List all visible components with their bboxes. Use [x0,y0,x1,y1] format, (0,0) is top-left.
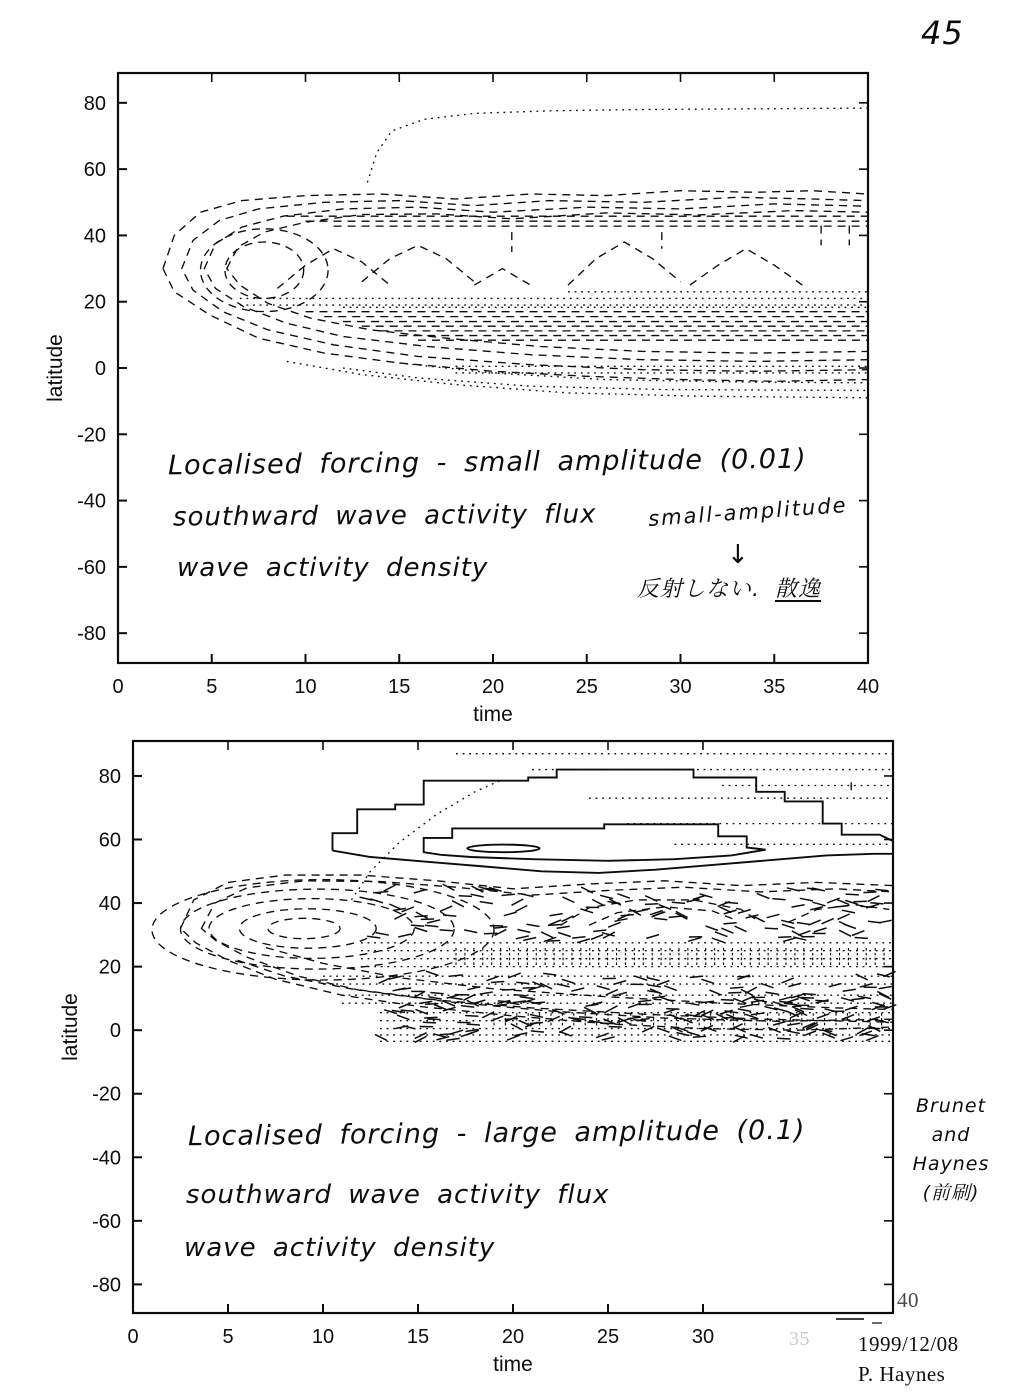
svg-text:-40: -40 [77,490,106,513]
bottom-plot [59,741,896,1376]
bottom-axes [133,741,893,1313]
bottom-x-axis-label: time [493,1353,533,1376]
svg-text:30: 30 [669,676,692,698]
top-y-axis-label: latitude [44,334,67,402]
svg-text:-80: -80 [92,1274,121,1297]
bottom-annotation-line3: wave activity density [184,1233,496,1263]
svg-text:-60: -60 [77,556,106,579]
svg-text:20: 20 [83,291,106,314]
svg-text:80: 80 [83,92,106,115]
bottom-annotation-line2: southward wave activity flux [186,1180,610,1210]
margin-note-line: and [931,1124,971,1146]
svg-text:0: 0 [109,1020,121,1043]
svg-text:40: 40 [83,225,106,248]
top-plot [44,73,879,726]
svg-text:20: 20 [98,956,121,979]
svg-text:60: 60 [98,829,121,852]
top-side-note: small-amplitude [647,493,849,531]
ghost-tick-label-35: 35 [789,1328,810,1350]
svg-text:0: 0 [112,676,124,698]
scan-artifact-dash [872,1322,882,1324]
svg-text:35: 35 [763,676,786,698]
svg-text:-60: -60 [92,1210,121,1233]
margin-note-line: (前刷) [922,1182,980,1204]
japanese-note-part2: 散逸 [775,577,822,602]
top-annotation-line1: Localised forcing - small amplitude (0.01) [167,443,807,482]
svg-text:40: 40 [98,893,121,916]
scan-artifact-dash [836,1318,864,1320]
svg-text:60: 60 [83,159,106,182]
ghost-tick-label-40: 40 [897,1288,919,1312]
svg-text:40: 40 [856,676,880,698]
svg-text:0: 0 [94,358,106,380]
svg-text:-20: -20 [77,424,106,447]
svg-text:80: 80 [98,765,121,788]
footer-date: 1999/12/08 [858,1332,959,1356]
margin-note-line: Haynes [912,1153,990,1175]
svg-text:10: 10 [294,676,317,698]
bottom-y-axis-label: latitude [59,993,82,1061]
footer-author: P. Haynes [858,1362,946,1386]
top-annotation-line2: southward wave activity flux [172,499,597,533]
svg-text:25: 25 [596,1326,620,1348]
svg-text:15: 15 [388,676,411,698]
bottom-annotation-line1: Localised forcing - large amplitude (0.1) [187,1114,806,1153]
svg-text:25: 25 [575,676,598,698]
svg-text:5: 5 [222,1326,234,1348]
top-x-axis-label: time [473,703,513,726]
page-number: 45 [921,14,964,52]
margin-note-line: Brunet [915,1095,987,1117]
svg-text:15: 15 [406,1326,430,1348]
down-arrow-icon: ↓ [727,540,750,570]
svg-text:-40: -40 [92,1147,121,1170]
svg-text:-20: -20 [92,1083,121,1106]
svg-text:5: 5 [206,676,218,698]
japanese-note-part1: 反射しない. [637,577,760,602]
svg-text:20: 20 [481,676,505,698]
svg-text:0: 0 [127,1326,139,1348]
svg-text:-80: -80 [77,623,106,646]
svg-text:30: 30 [691,1326,715,1348]
svg-text:20: 20 [501,1326,525,1348]
svg-text:10: 10 [311,1326,335,1348]
top-annotation-line3: wave activity density [177,553,489,583]
margin-reference-note [892,1092,1010,1208]
top-japanese-note [637,572,821,603]
